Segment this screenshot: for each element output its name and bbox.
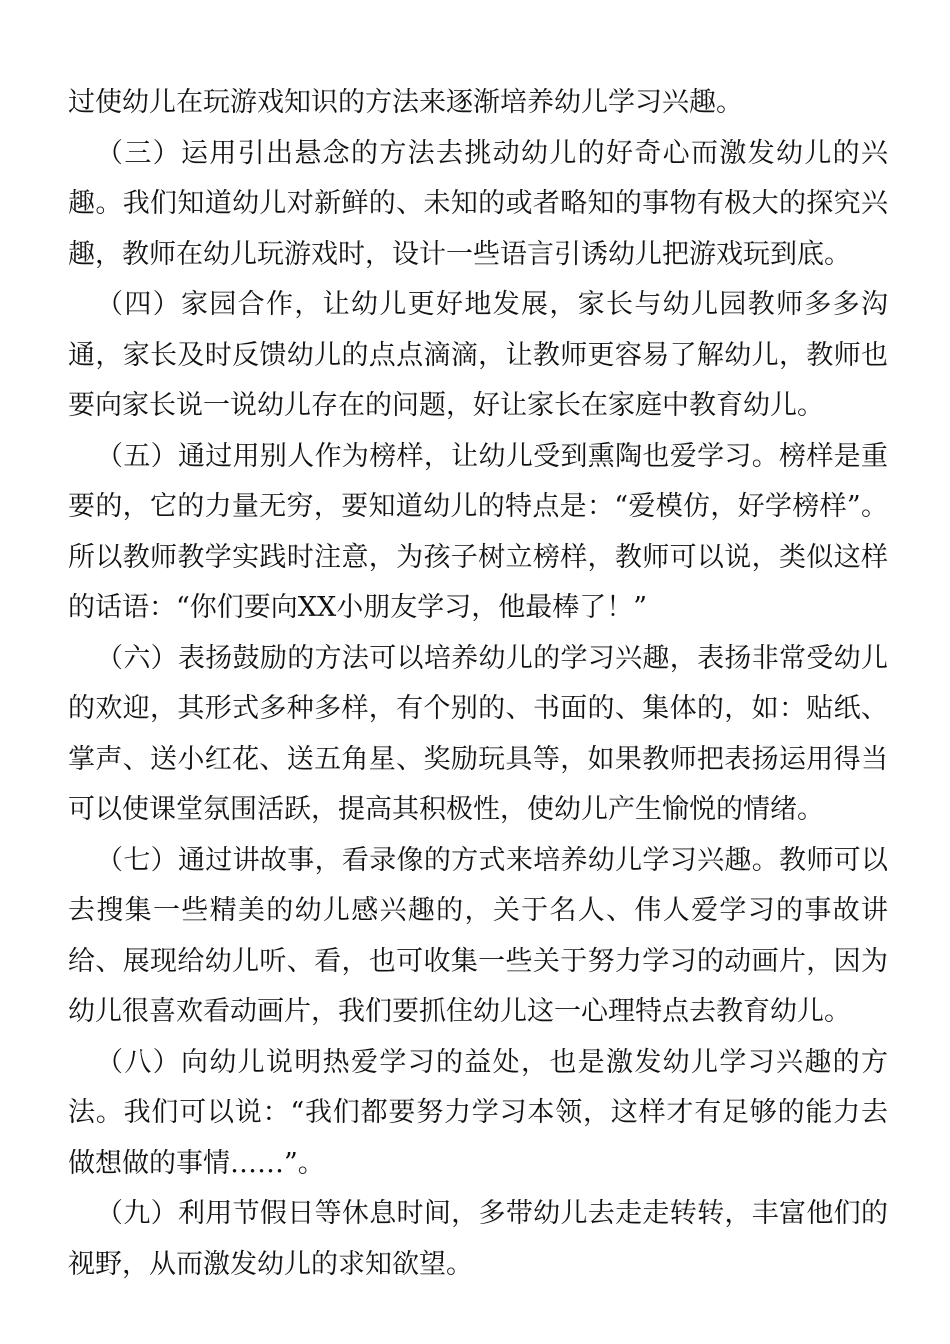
paragraph-8: （八）向幼儿说明热爱学习的益处，也是激发幼儿学习兴趣的方法。我们可以说：“我们都要努力学习本领，这样才有足够的能力去做想做的事情……”。 [68, 1046, 888, 1179]
paragraph-6: （六）表扬鼓励的方法可以培养幼儿的学习兴趣，表扬非常受幼儿的欢迎，其形式多种多样，有个别的、书面的、集体的，如：贴纸、掌声、送小红花、送五角星、奖励玩具等，如果教师把表扬运用得当可以使课堂氛围活跃，提高其积极性，使幼儿产生愉悦的情绪。 [68, 642, 888, 825]
paragraph-7: （七）通过讲故事，看录像的方式来培养幼儿学习兴趣。教师可以去搜集一些精美的幼儿感兴趣的，关于名人、伟人爱学习的事故讲给、展现给幼儿听、看，也可收集一些关于努力学习的动画片，因为幼儿很喜欢看动画片，我们要抓住幼儿这一心理特点去教育幼儿。 [68, 844, 888, 1027]
document-body [68, 78, 888, 1290]
paragraph-3: （三）运用引出悬念的方法去挑动幼儿的好奇心而激发幼儿的兴趣。我们知道幼儿对新鲜的、未知的或者略知的事物有极大的探究兴趣，教师在幼儿玩游戏时，设计一些语言引诱幼儿把游戏玩到底。 [68, 137, 888, 270]
paragraph-5: （五）通过用别人作为榜样，让幼儿受到熏陶也爱学习。榜样是重要的，它的力量无穷，要知道幼儿的特点是：“爱模仿，好学榜样”。所以教师教学实践时注意，为孩子树立榜样，教师可以说，类似这样的话语：“你们要向XX小朋友学习，他最棒了！” [68, 440, 888, 623]
paragraph-9: （九）利用节假日等休息时间，多带幼儿去走走转转，丰富他们的视野，从而激发幼儿的求知欲望。 [68, 1198, 888, 1280]
paragraph-continuation: 过使幼儿在玩游戏知识的方法来逐渐培养幼儿学习兴趣。 [68, 87, 743, 118]
paragraph-4: （四）家园合作，让幼儿更好地发展，家长与幼儿园教师多多沟通，家长及时反馈幼儿的点点滴滴，让教师更容易了解幼儿，教师也要向家长说一说幼儿存在的问题，好让家长在家庭中教育幼儿。 [68, 289, 888, 421]
